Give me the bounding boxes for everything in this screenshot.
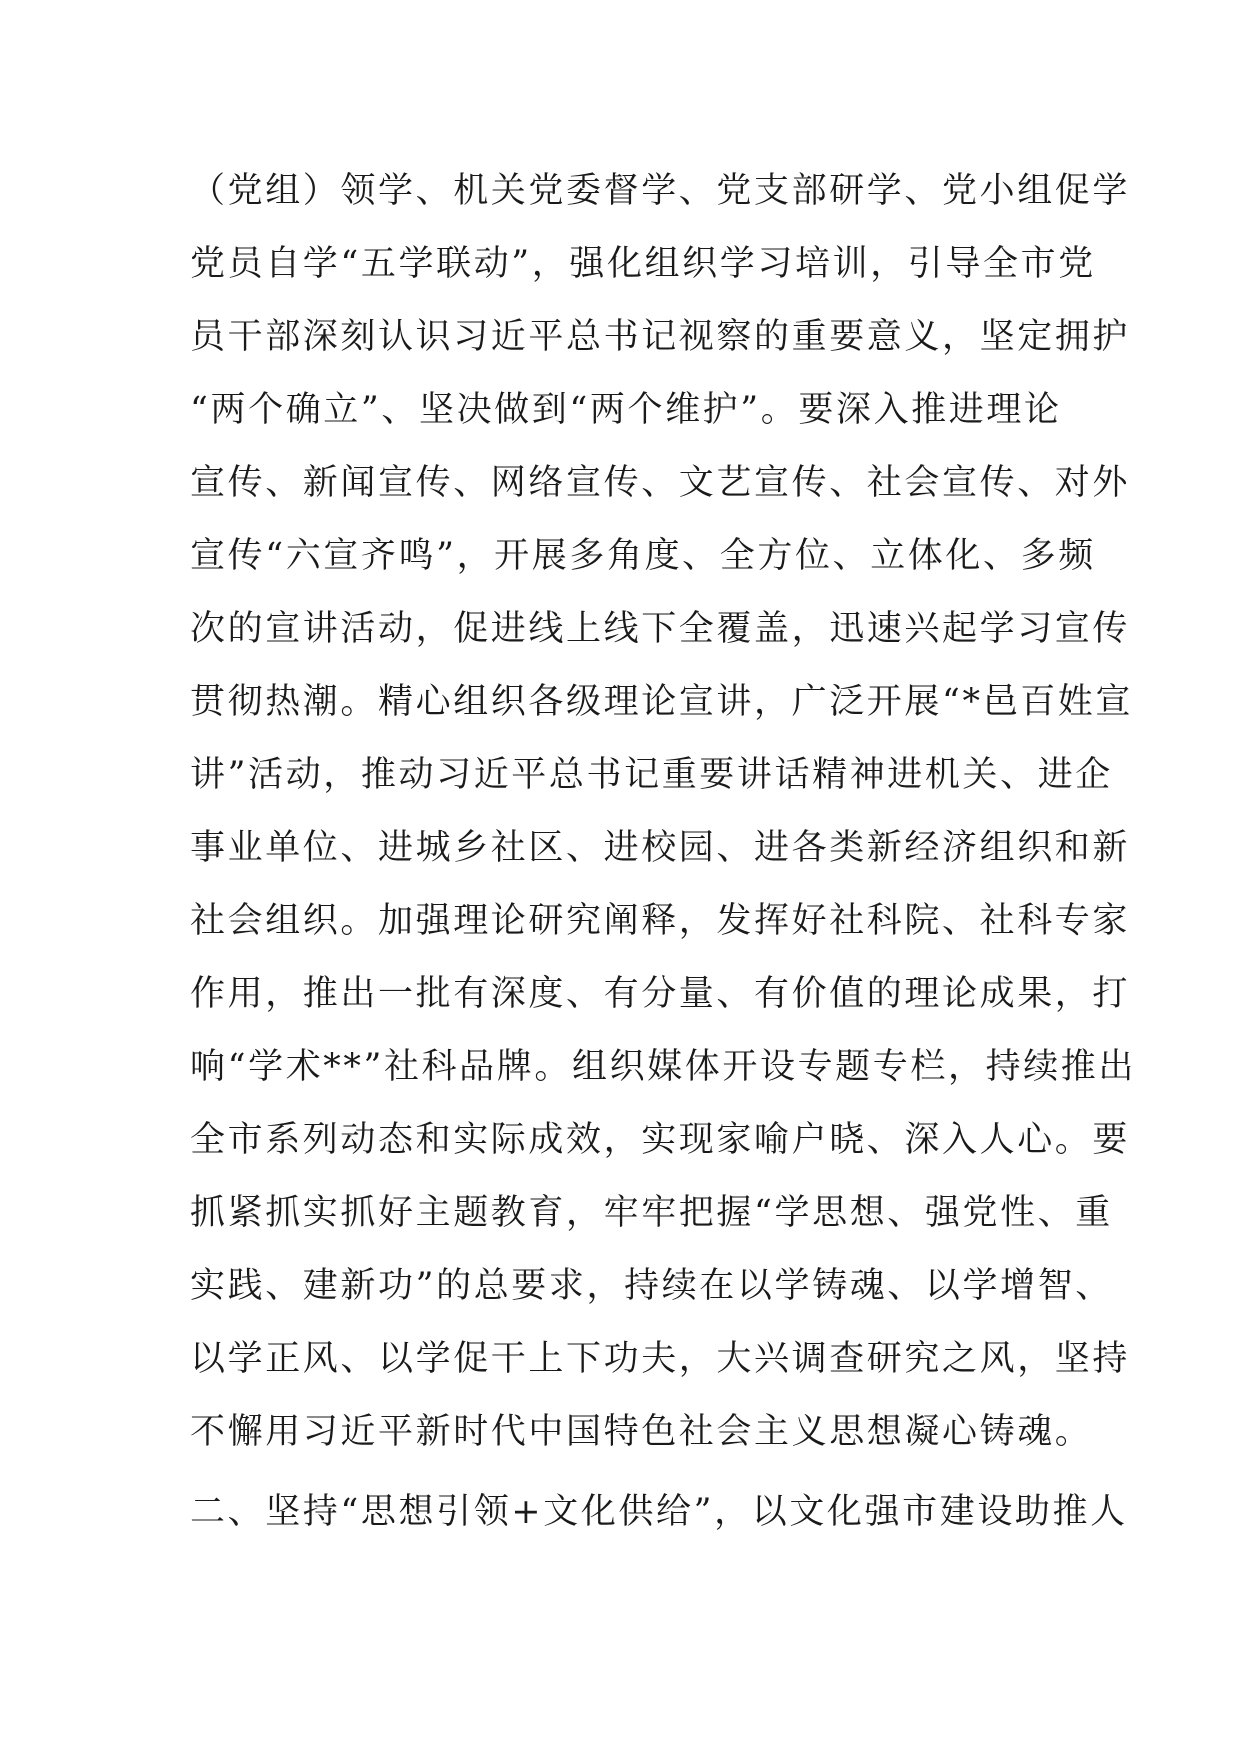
paragraph-line: 抓紧抓实抓好主题教育，牢牢把握“学思想、强党性、重 — [190, 1193, 1113, 1233]
paragraph-line: 作用，推出一批有深度、有分量、有价值的理论成果，打 — [190, 974, 1131, 1014]
paragraph-line: 不懈用习近平新时代中国特色社会主义思想凝心铸魂。 — [190, 1412, 1093, 1452]
paragraph-line: 响“学术**”社科品牌。组织媒体开设专题专栏，持续推出 — [190, 1047, 1136, 1087]
paragraph-line: 贯彻热潮。精心组织各级理论宣讲，广泛开展“*邑百姓宣 — [190, 682, 1133, 722]
paragraph-line: 事业单位、进城乡社区、进校园、进各类新经济组织和新 — [190, 828, 1131, 868]
paragraph-line: “两个确立”、坚决做到“两个维护”。要深入推进理论 — [190, 390, 1062, 430]
paragraph-line: 员干部深刻认识习近平总书记视察的重要意义，坚定拥护 — [190, 317, 1131, 357]
paragraph-line: 社会组织。加强理论研究阐释，发挥好社科院、社科专家 — [190, 901, 1131, 941]
paragraph-line: 以学正风、以学促干上下功夫，大兴调查研究之风，坚持 — [190, 1339, 1131, 1379]
paragraph-line: 宣传、新闻宣传、网络宣传、文艺宣传、社会宣传、对外 — [190, 463, 1131, 503]
paragraph-line: 全市系列动态和实际成效，实现家喻户晓、深入人心。要 — [190, 1120, 1131, 1160]
paragraph-line: 宣传“六宣齐鸣”，开展多角度、全方位、立体化、多频 — [190, 536, 1096, 576]
paragraph-line: 次的宣讲活动，促进线上线下全覆盖，迅速兴起学习宣传 — [190, 609, 1131, 649]
section-heading: 二、坚持“思想引领+文化供给”，以文化强市建设助推人 — [190, 1492, 1128, 1532]
paragraph-line: 实践、建新功”的总要求，持续在以学铸魂、以学增智、 — [190, 1266, 1113, 1306]
paragraph-line: 讲”活动，推动习近平总书记重要讲话精神进机关、进企 — [190, 755, 1113, 795]
paragraph-line: 党员自学“五学联动”，强化组织学习培训，引导全市党 — [190, 244, 1096, 284]
paragraph-line: （党组）领学、机关党委督学、党支部研学、党小组促学 — [190, 171, 1131, 211]
